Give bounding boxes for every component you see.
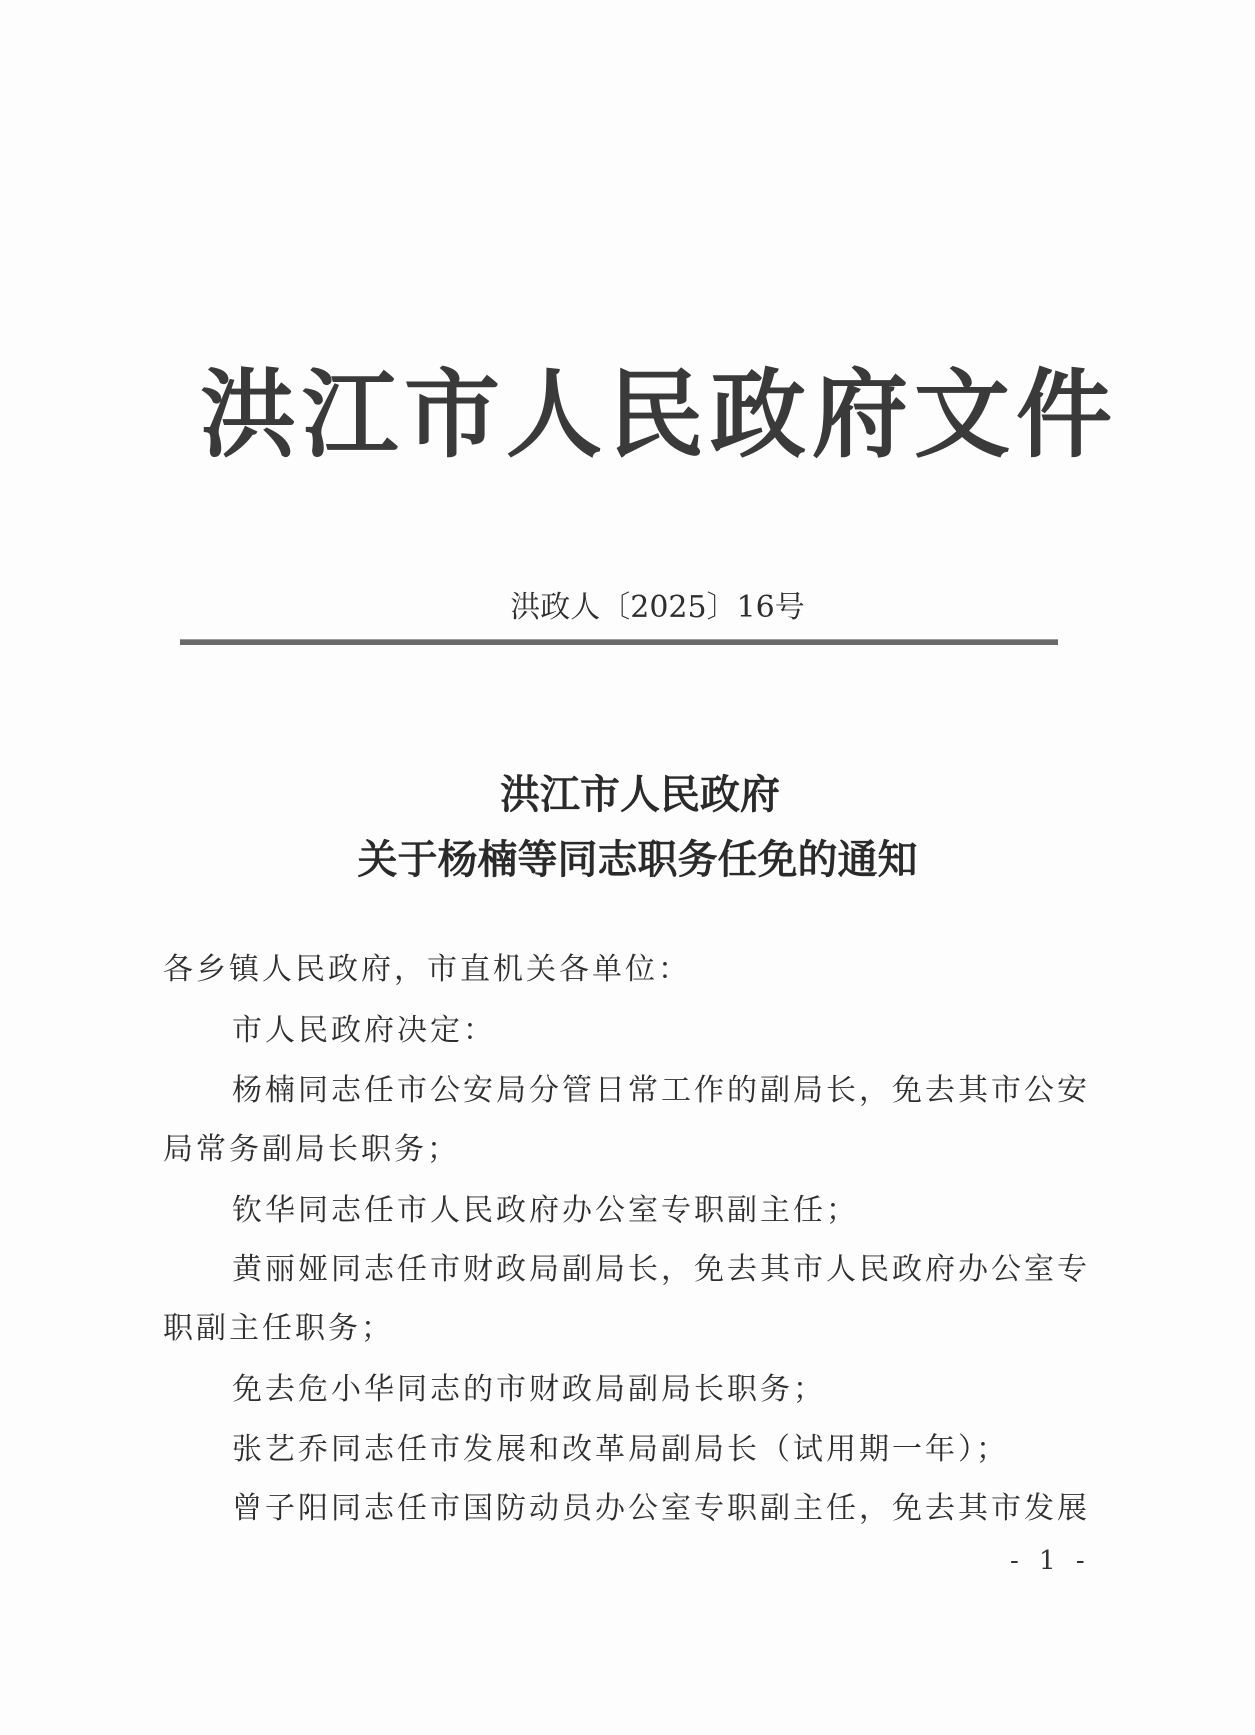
body-line: 张艺乔同志任市发展和改革局副局长（试用期一年）；: [232, 1432, 1009, 1467]
salutation: 各乡镇人民政府，市直机关各单位：: [163, 952, 691, 987]
body-line: 钦华同志任市人民政府办公室专职副主任；: [232, 1193, 859, 1228]
notice-title-line1: 洪江市人民政府: [500, 771, 780, 818]
header-divider: [180, 639, 1058, 645]
body-line: 市人民政府决定：: [232, 1013, 496, 1048]
body-line: 杨楠同志任市公安局分管日常工作的副局长，免去其市公安: [232, 1073, 1090, 1108]
body-line: 职副主任职务；: [163, 1311, 394, 1346]
body-line: 局常务副局长职务；: [163, 1132, 460, 1167]
document-masthead: 洪江市人民政府文件: [200, 358, 1118, 471]
body-line: 黄丽娅同志任市财政局副局长，免去其市人民政府办公室专: [232, 1252, 1090, 1287]
document-number: 洪政人〔2025〕16号: [510, 590, 805, 625]
page-number: - 1 -: [1010, 1546, 1091, 1576]
notice-title-line2: 关于杨楠等同志职务任免的通知: [357, 836, 918, 883]
body-line: 免去危小华同志的市财政局副局长职务；: [232, 1372, 826, 1407]
body-line: 曾子阳同志任市国防动员办公室专职副主任，免去其市发展: [232, 1491, 1090, 1526]
